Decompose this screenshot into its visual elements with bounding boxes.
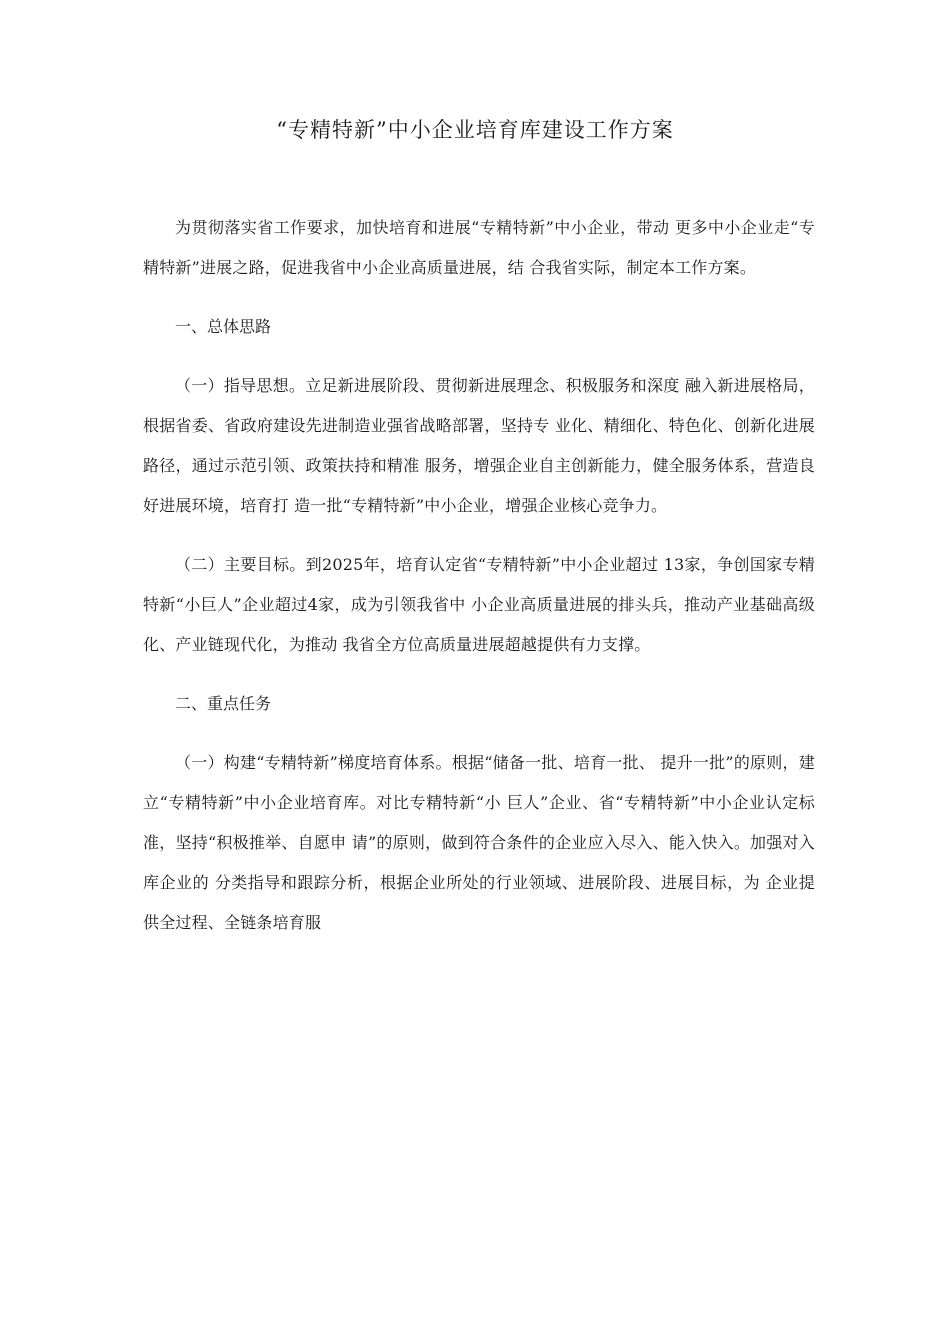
paragraph-guiding-ideology: （一）指导思想。立足新进展阶段、贯彻新进展理念、积极服务和深度 融入新进展格局，根据省委、省政府建设先进制造业强省战略部署，坚持专 业化、精细化、特色化、创新化进展路径，通过示范引领、政策扶持和精准 服务，增强企业自主创新能力，健全服务体系，营造良好进展环境，培育打 造一批“专精特新”中小企业，增强企业核心竞争力。 [143,376,815,515]
intro-paragraph: 为贯彻落实省工作要求，加快培育和进展“专精特新”中小企业，带动 更多中小企业走“专精特新”进展之路，促进我省中小企业高质量进展，结 合我省实际，制定本工作方案。 [143,218,815,277]
section-heading-overall-approach: 一、总体思路 [175,317,272,336]
document-body [143,208,815,962]
paragraph-main-goals: （二）主要目标。到2025年，培育认定省“专精特新”中小企业超过 13家，争创国家专精特新“小巨人”企业超过4家，成为引领我省中 小企业高质量进展的排头兵，推动产业基础高级化、产业链现代化，为推动 我省全方位高质量进展超越提供有力支撑。 [143,555,815,654]
paragraph-cultivation-system: （一）构建“专精特新”梯度培育体系。根据“储备一批、培育一批、 提升一批”的原则，建立“专精特新”中小企业培育库。对比专精特新“小 巨人”企业、省“专精特新”中小企业认定标准，坚持“积极推举、自愿申 请”的原则，做到符合条件的企业应入尽入、能入快入。加强对入库企业的 分类指导和跟踪分析，根据企业所处的行业领域、进展阶段、进展目标，为 企业提供全过程、全链条培育服 [143,753,815,932]
section-heading-key-tasks: 二、重点任务 [175,694,272,713]
document-title: “专精特新”中小企业培育库建设工作方案 [276,118,674,142]
